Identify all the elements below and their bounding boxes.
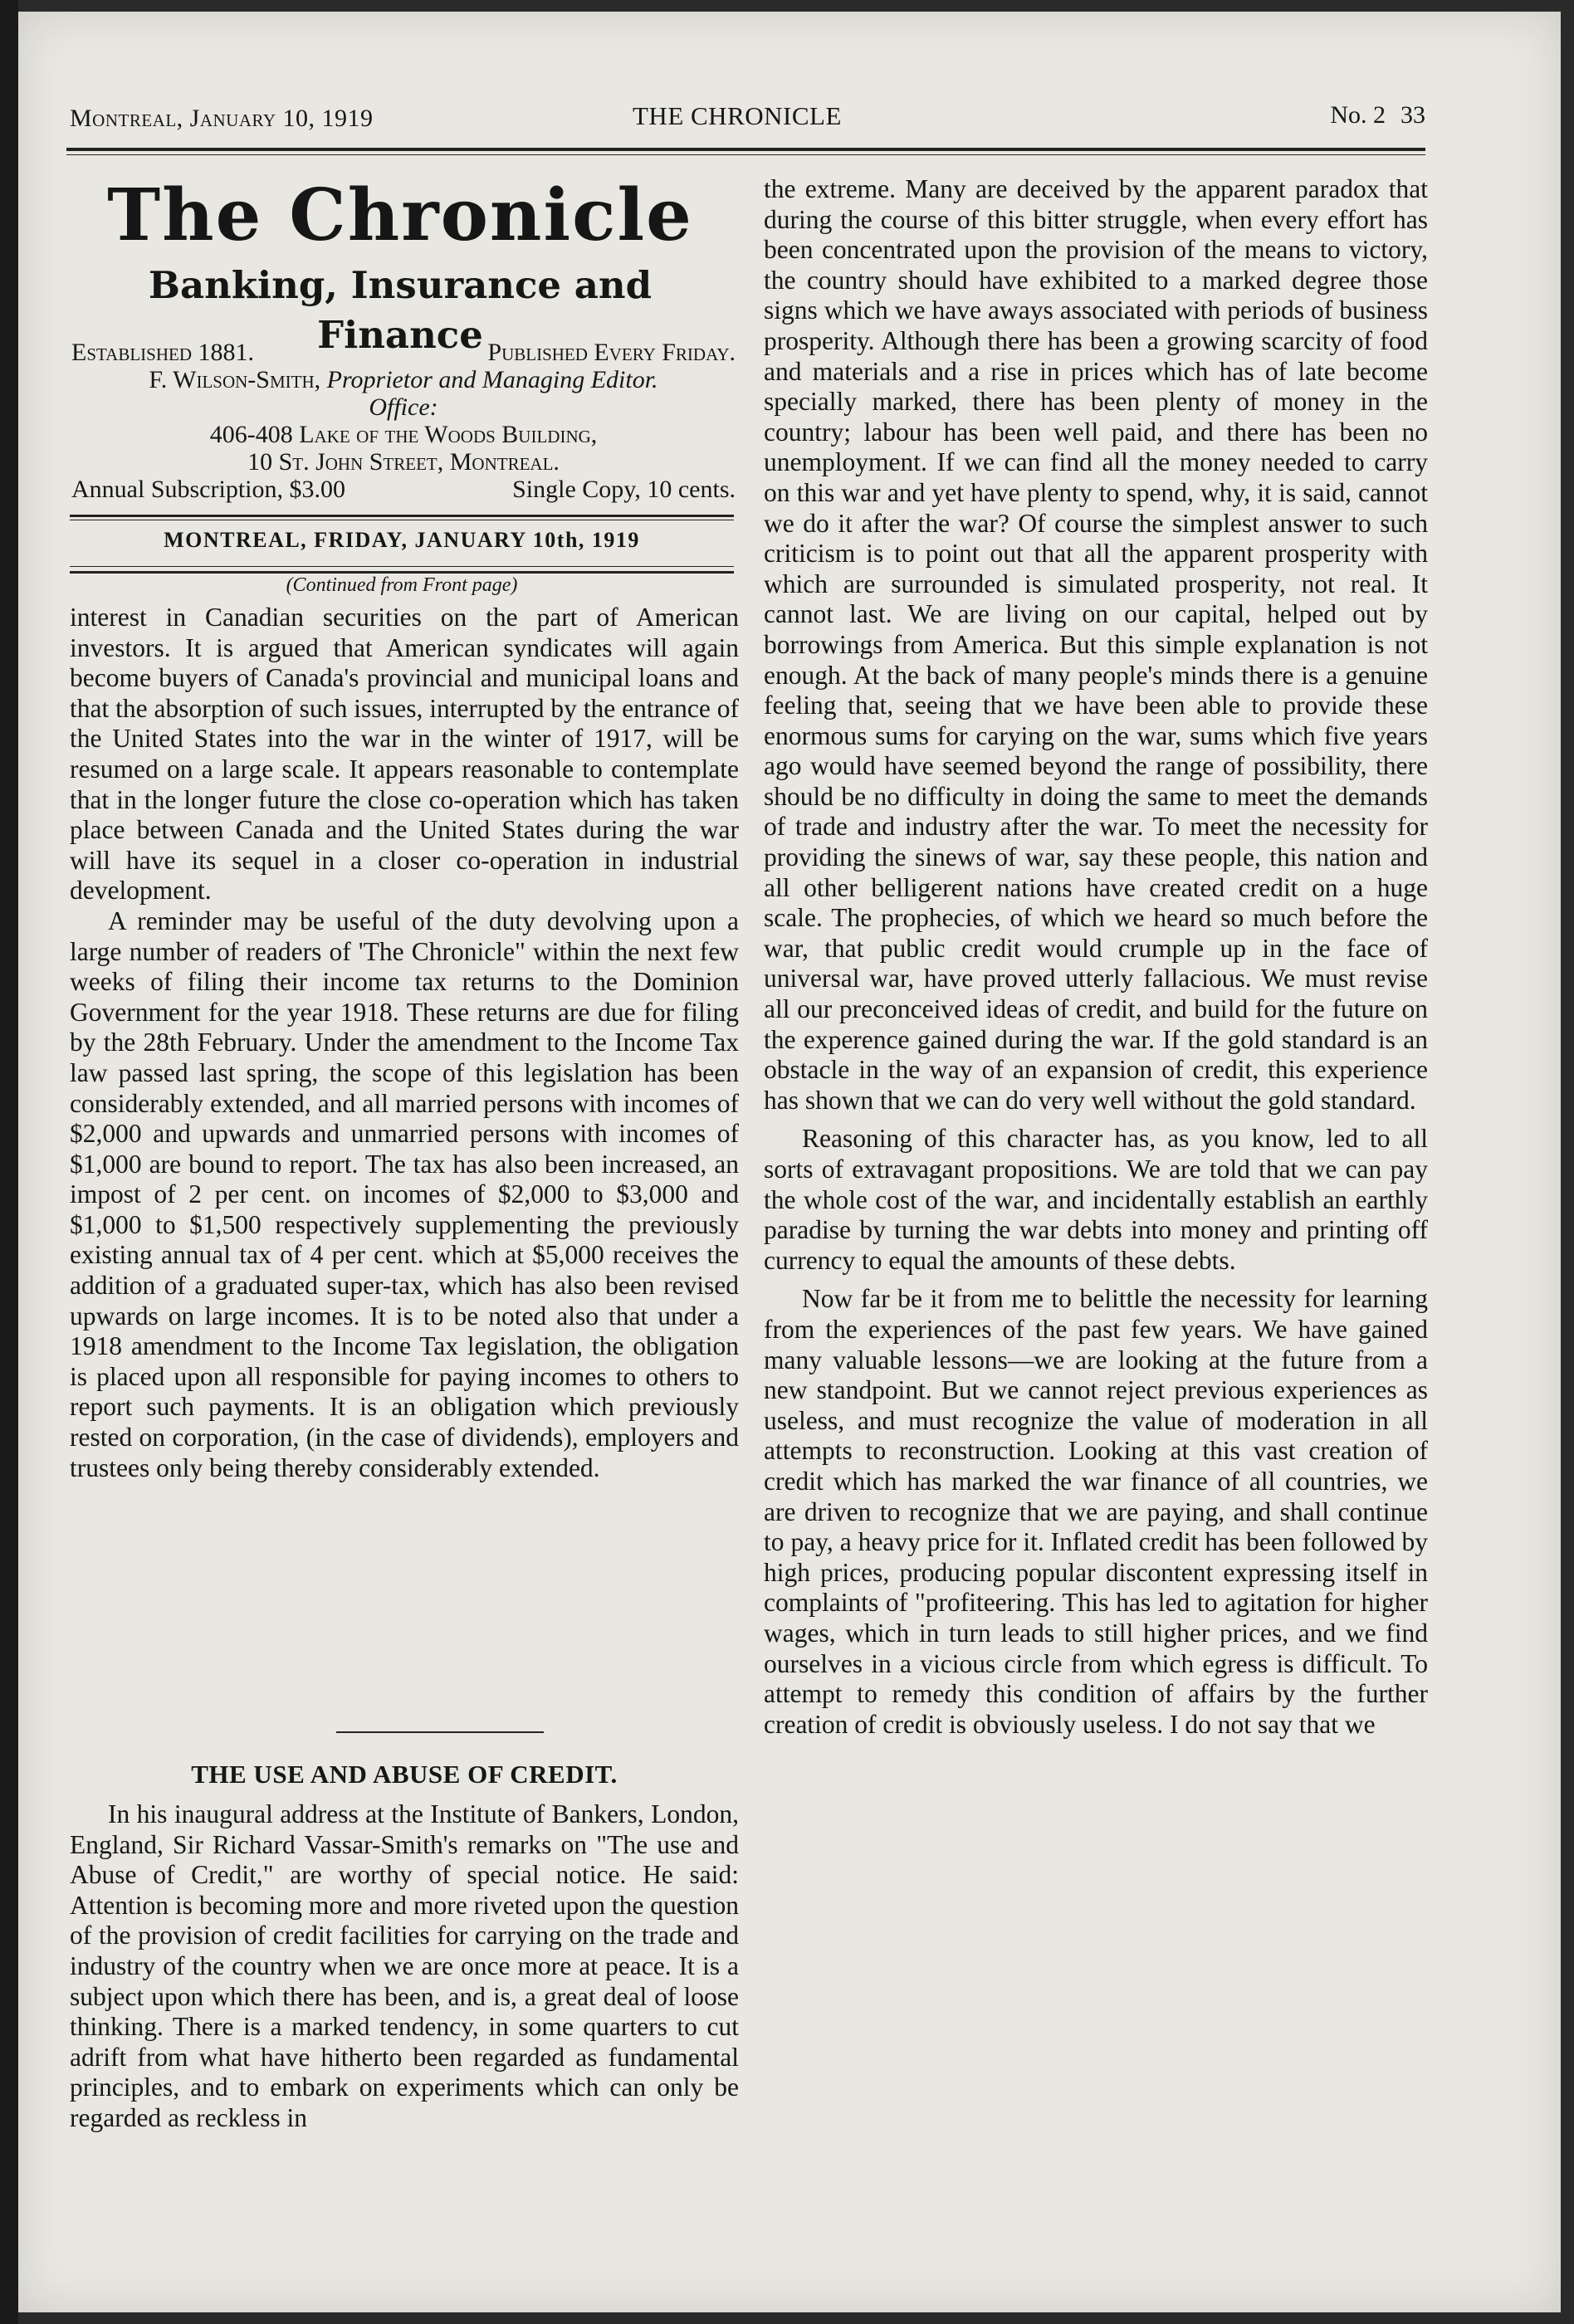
page-number: 33 bbox=[1400, 101, 1425, 129]
masthead bbox=[68, 174, 732, 360]
header-issue bbox=[1315, 101, 1425, 129]
section-heading: THE USE AND ABUSE OF CREDIT. bbox=[191, 1760, 618, 1789]
publication-info bbox=[71, 339, 736, 503]
issue-dateline: MONTREAL, FRIDAY, JANUARY 10th, 1919 bbox=[164, 528, 640, 552]
published-line: Published Every Friday. bbox=[487, 339, 736, 366]
right-column bbox=[764, 174, 1428, 1740]
editor-name: F. Wilson-Smith, bbox=[149, 366, 321, 393]
issue-number: No. 2 bbox=[1330, 101, 1386, 129]
running-header bbox=[51, 93, 1425, 139]
binding-edge bbox=[0, 0, 18, 2324]
address-line-2: 10 St. John Street, Montreal. bbox=[247, 448, 560, 476]
editor-role: Proprietor and Managing Editor. bbox=[326, 366, 658, 393]
office-label: Office: bbox=[369, 393, 438, 421]
paragraph-reasoning: Reasoning of this character has, as you know, led to all sorts of extravagant propositions. We are told that we can pay the whole cost of the war, and incidentally establish an earthly paradise by turning the war debts into money and printing off currency to equal the amounts of these debts. bbox=[764, 1124, 1428, 1275]
section-divider bbox=[336, 1731, 544, 1733]
dateline-rule-bottom bbox=[70, 571, 734, 574]
header-rule-thin bbox=[66, 154, 1425, 155]
dateline-rule-top bbox=[70, 515, 734, 517]
continued-note: (Continued from Front page) bbox=[286, 574, 518, 596]
paragraph-prosperity: the extreme. Many are deceived by the apparent paradox that during the course of this bitter struggle, when every effort has been concentrated upon the provision of the means to victory, the country should have exhibited to a marked degree those signs which we have aways associated with periods of business prosperity. Although there has been a growing scarcity of food and materials and a rise in prices which has of late become specially marked, there has been plenty of money in the country; labour has been well paid, and there has been no unemployment. If we can find all the money needed to carry on this war and yet have plenty to spend, why, it is said, cannot we do it after the war? Of course the simplest answer to such criticism is to point out that all the apparent prosperity with which are surrounded is simulated prosperity, not real. It cannot last. We are living on our capital, helped out by borrowings from America. But this simple explanation is not enough. At the back of many people's minds there is a genuine feeling that, seeing that we have been able to provide these enormous sums for carying on the war, sums which five years ago would have seemed beyond the range of possibility, there should be no difficulty in doing the same to meet the demands of trade and industry after the war. To meet the necessity for providing the sinews of war, say these people, this nation and all other belligerent nations have created credit on a huge scale. The prophecies, of which we heard so much before the war, that public credit would crumple up in the face of universal war, have proved utterly fallacious. We must revise all our preconceived ideas of credit, and build for the future on the experence gained during the war. If the gold standard is an obstacle in the way of an expansion of credit, this experience has shown that we can do very well without the gold standard. bbox=[764, 174, 1428, 1115]
masthead-subtitle: Banking, Insurance and Finance bbox=[148, 263, 653, 357]
established-line: Established 1881. bbox=[71, 339, 254, 366]
header-rule bbox=[66, 148, 1425, 151]
paragraph-securities: interest in Canadian securities on the part of American investors. It is argued that American syndicates will again become buyers of Canada's provincial and municipal loans and that the absorption of such issues, interrupted by the entrance of the United States into the war in the winter of 1917, will be resumed on a large scale. It appears reasonable to contemplate that in the longer future the close co-operation which has taken place between Canada and the United States during the war will have its sequel in a closer co-operation in industrial development. bbox=[70, 603, 739, 906]
paragraph-income-tax: A reminder may be useful of the duty devolving upon a large number of readers of 'The Chronicle" within the next few weeks of filing their income tax returns to the Dominion Government for the year 1918. These returns are due for filing by the 28th February. Under the amendment to the Income Tax law passed last spring, the scope of this legislation has been considerably extended, and all married persons with incomes of $2,000 and upwards and unmarried persons with incomes of $1,000 are bound to report. The tax has also been increased, an impost of 2 per cent. on incomes of $2,000 to $3,000 and $1,000 to $1,500 respectively supplementing the previously existing annual tax of 4 per cent. which at $5,000 receives the addition of a graduated super-tax, which has also been revised upwards on large incomes. It is to be noted also that under a 1918 amendment to the Income Tax legislation, the obligation is placed upon all responsible for paying incomes to others to report such payments. It is an obligation which previously rested on corporation, (in the case of dividends), employers and trustees only being thereby considerably extended. bbox=[70, 906, 739, 1482]
header-dateline: Montreal, January 10, 1919 bbox=[70, 105, 374, 132]
dateline-rule-bottom-thin bbox=[70, 566, 734, 567]
address-line-1: 406-408 Lake of the Woods Building, bbox=[209, 421, 598, 448]
masthead-title: The Chronicle bbox=[107, 173, 693, 257]
left-column-top bbox=[70, 603, 739, 1483]
subscription-price: Annual Subscription, $3.00 bbox=[71, 476, 345, 503]
single-copy-price: Single Copy, 10 cents. bbox=[512, 476, 736, 503]
paragraph-inaugural-address: In his inaugural address at the Institute of Bankers, London, England, Sir Richard Vassar-Smith's remarks on "The use and Abuse of Credit," are worthy of special notice. He said: Attention is becoming more and more riveted upon the question of the provision of credit facilities for carrying on the trade and industry of the country when we are once more at peace. It is a subject upon which there has been, and is, a great deal of loose thinking. There is a marked tendency, in some quarters to cut adrift from what have hitherto been regarded as fundamental principles, and to embark on experiments which can only be regarded as reckless in bbox=[70, 1799, 739, 2132]
left-column-bottom bbox=[70, 1799, 739, 2134]
header-publication: THE CHRONICLE bbox=[633, 101, 842, 130]
editor-line bbox=[71, 366, 736, 393]
paragraph-lessons: Now far be it from me to belittle the necessity for learning from the experiences of the past few years. We have gained many valuable lessons—we are looking at the future from a new standpoint. But we cannot reject previous experiences as useless, and must recognize the value of moderation in all attempts to reconstruction. Looking at this vast creation of credit which has marked the war finance of all countries, we are driven to recognize that we are paying, and shall continue to pay, a heavy price for it. Inflated credit has been followed by high prices, producing popular discontent expressing itself in complaints of "profiteering. This has led to agitation for higher wages, which in turn leads to still higher prices, and we find ourselves in a vicious circle from which egress is difficult. To attempt to remedy this condition of affairs by the further creation of credit is obviously useless. I do not say that we bbox=[764, 1284, 1428, 1739]
